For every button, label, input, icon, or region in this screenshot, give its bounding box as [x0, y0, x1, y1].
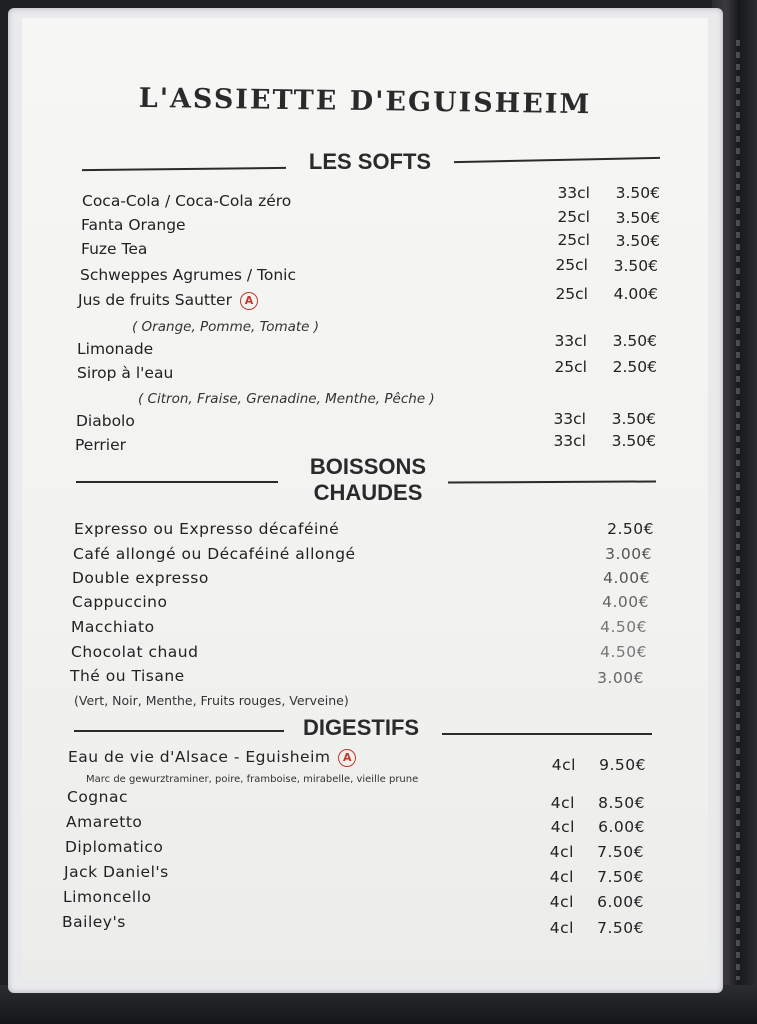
item-name: Limoncello: [63, 888, 152, 906]
item-price: 9.50€: [599, 756, 646, 774]
menu-page: [22, 18, 708, 978]
item-note: Marc de gewurztraminer, poire, framboise, mirabelle, vieille prune: [86, 774, 419, 785]
item-volume: 25cl: [557, 231, 590, 249]
section-heading-hot-line2: CHAUDES: [313, 480, 423, 505]
divider-line: [76, 481, 278, 483]
item-price: 3.50€: [615, 184, 660, 202]
item-volume: 4cl: [550, 794, 575, 812]
item-price: 7.50€: [597, 868, 644, 886]
item-volume: 4cl: [550, 818, 575, 836]
section-heading-hot: [284, 454, 452, 506]
item-name: Diabolo: [76, 412, 135, 430]
item-volume: 4cl: [549, 919, 574, 937]
item-volume: 33cl: [553, 432, 586, 450]
alsace-pretzel-icon: A: [240, 292, 258, 310]
item-price: 4.00€: [602, 593, 649, 611]
item-price: 7.50€: [597, 919, 644, 937]
item-price: 3.00€: [605, 545, 652, 563]
item-name: Coca-Cola / Coca-Cola zéro: [82, 192, 292, 210]
item-price: 4.50€: [600, 618, 647, 636]
item-volume: 4cl: [549, 868, 574, 886]
divider-line: [442, 733, 652, 735]
item-price: 3.50€: [611, 432, 656, 450]
item-price: 2.50€: [607, 520, 654, 538]
item-price: 6.00€: [598, 818, 645, 836]
item-note: (Vert, Noir, Menthe, Fruits rouges, Verveine): [74, 693, 349, 708]
item-name: Amaretto: [66, 813, 143, 831]
item-name: Limonade: [77, 340, 154, 358]
item-volume: 25cl: [555, 285, 588, 303]
item-volume: 33cl: [554, 332, 587, 350]
section-heading-softs: LES SOFTS: [308, 149, 432, 174]
item-price: 3.00€: [597, 669, 644, 687]
section-heading-digestifs: DIGESTIFS: [302, 715, 420, 740]
item-name: Thé ou Tisane: [70, 667, 185, 685]
item-name: [68, 748, 356, 767]
item-name: Café allongé ou Décaféiné allongé: [73, 545, 356, 563]
item-name-text: Eau de vie d'Alsace - Eguisheim: [68, 748, 331, 766]
item-name: Cognac: [67, 788, 128, 806]
item-name: Macchiato: [71, 618, 155, 636]
item-volume: 25cl: [557, 208, 590, 226]
item-price: 2.50€: [612, 358, 657, 376]
item-price: 7.50€: [597, 843, 644, 861]
item-name-text: Jus de fruits Sautter: [78, 291, 232, 309]
divider-line: [82, 167, 286, 171]
item-price: 4.50€: [600, 643, 647, 661]
alsace-pretzel-icon: A: [338, 749, 356, 767]
item-name: Double expresso: [72, 569, 209, 587]
item-volume: 4cl: [551, 756, 576, 774]
item-name: Fanta Orange: [81, 216, 186, 234]
item-volume: 25cl: [554, 358, 587, 376]
item-name: Perrier: [75, 436, 127, 454]
item-price: 3.50€: [615, 232, 660, 250]
item-price: 4.00€: [613, 285, 658, 303]
item-price: 3.50€: [615, 209, 660, 227]
item-price: 8.50€: [598, 794, 645, 812]
item-volume: 4cl: [549, 893, 574, 911]
item-price: 3.50€: [612, 332, 657, 350]
item-name: Chocolat chaud: [71, 643, 199, 661]
item-note: ( Orange, Pomme, Tomate ): [132, 319, 320, 335]
binder-stitching: [736, 40, 740, 980]
item-name: Bailey's: [62, 913, 126, 931]
item-volume: 33cl: [553, 410, 586, 428]
item-note: ( Citron, Fraise, Grenadine, Menthe, Pêche ): [138, 391, 435, 407]
item-name: Fuze Tea: [81, 240, 148, 258]
divider-line: [74, 730, 284, 732]
item-name: Expresso ou Expresso décaféiné: [74, 520, 340, 538]
item-volume: 25cl: [555, 256, 588, 274]
restaurant-title: L'ASSIETTE D'EGUISHEIM: [138, 82, 592, 121]
item-name: Diplomatico: [65, 838, 164, 856]
item-price: 3.50€: [611, 410, 656, 428]
item-volume: 4cl: [549, 843, 574, 861]
item-name: Schweppes Agrumes / Tonic: [80, 266, 297, 284]
item-price: 4.00€: [603, 569, 650, 587]
item-name: Jack Daniel's: [64, 863, 169, 881]
item-volume: 33cl: [557, 184, 590, 202]
item-name: Cappuccino: [72, 593, 168, 611]
item-name: Sirop à l'eau: [77, 364, 174, 382]
item-price: 6.00€: [597, 893, 644, 911]
divider-line: [454, 157, 660, 163]
section-heading-hot-line1: BOISSONS: [309, 454, 427, 479]
divider-line: [448, 480, 656, 483]
item-name: [78, 291, 258, 310]
item-price: 3.50€: [613, 257, 658, 275]
